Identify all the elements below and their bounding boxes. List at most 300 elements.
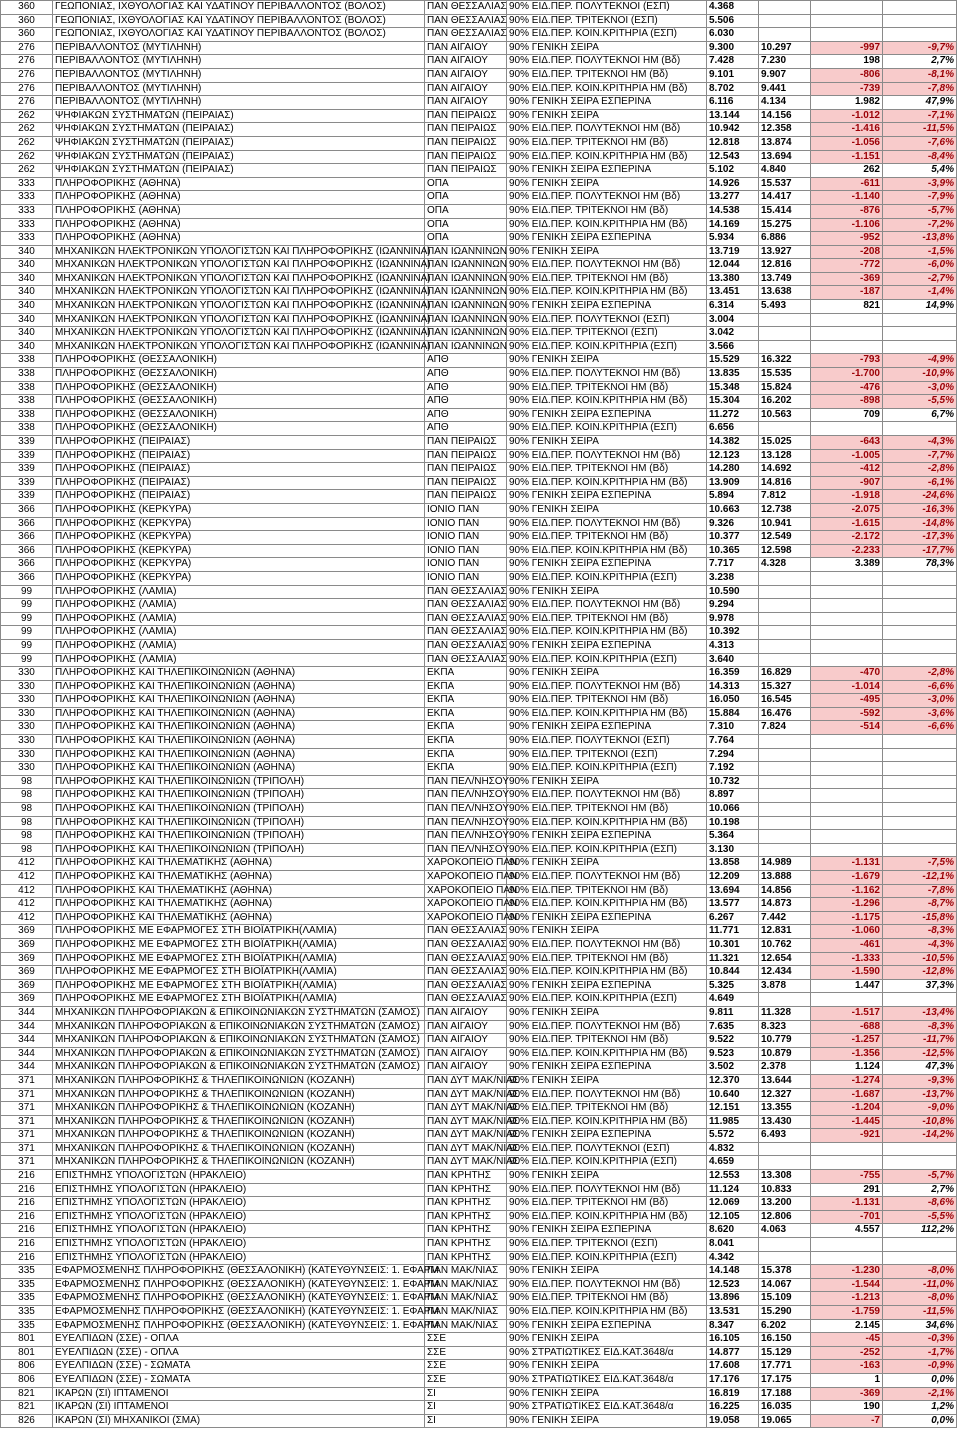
- cell-score-previous[interactable]: 13.888: [759, 871, 811, 885]
- cell-institution[interactable]: ΠΑΝ ΠΕΙΡΑΙΩΣ: [425, 136, 507, 150]
- cell-department[interactable]: ΨΗΦΙΑΚΩΝ ΣΥΣΤΗΜΑΤΩΝ (ΠΕΙΡΑΙΑΣ): [53, 164, 425, 178]
- cell-code[interactable]: 338: [1, 422, 53, 436]
- cell-score-current[interactable]: 3.042: [707, 327, 759, 341]
- cell-category[interactable]: 90% ΕΙΔ.ΠΕΡ. ΠΟΛΥΤΕΚΝΟΙ ΗΜ (Βδ): [507, 1183, 707, 1197]
- cell-score-current[interactable]: 9.326: [707, 517, 759, 531]
- cell-score-previous[interactable]: 15.535: [759, 368, 811, 382]
- cell-category[interactable]: 90% ΓΕΝΙΚΗ ΣΕΙΡΑ: [507, 857, 707, 871]
- cell-score-current[interactable]: 10.663: [707, 503, 759, 517]
- cell-difference[interactable]: 291: [811, 1183, 883, 1197]
- cell-category[interactable]: 90% ΓΕΝΙΚΗ ΣΕΙΡΑ: [507, 1265, 707, 1279]
- cell-score-previous[interactable]: 6.886: [759, 232, 811, 246]
- cell-code[interactable]: 371: [1, 1156, 53, 1170]
- cell-score-current[interactable]: 11.985: [707, 1115, 759, 1129]
- cell-category[interactable]: 90% ΕΙΔ.ΠΕΡ. ΚΟΙΝ.ΚΡΙΤΗΡΙΑ ΗΜ (Βδ): [507, 218, 707, 232]
- cell-score-current[interactable]: 13.277: [707, 191, 759, 205]
- cell-code[interactable]: 333: [1, 232, 53, 246]
- cell-score-previous[interactable]: 15.537: [759, 177, 811, 191]
- cell-difference[interactable]: -1.005: [811, 449, 883, 463]
- cell-difference[interactable]: -2.233: [811, 544, 883, 558]
- cell-institution[interactable]: ΑΠΘ: [425, 368, 507, 382]
- cell-percent-change[interactable]: -6,1%: [883, 476, 957, 490]
- cell-category[interactable]: 90% ΕΙΔ.ΠΕΡ. ΚΟΙΝ.ΚΡΙΤΗΡΙΑ ΗΜ (Βδ): [507, 966, 707, 980]
- cell-code[interactable]: 338: [1, 395, 53, 409]
- cell-institution[interactable]: ΠΑΝ ΔΥΤ ΜΑΚ/ΝΙΑΣ: [425, 1142, 507, 1156]
- cell-category[interactable]: 90% ΕΙΔ.ΠΕΡ. ΤΡΙΤΕΚΝΟΙ ΗΜ (Βδ): [507, 204, 707, 218]
- cell-institution[interactable]: ΠΑΝ ΜΑΚ/ΝΙΑΣ: [425, 1319, 507, 1333]
- cell-department[interactable]: ΙΚΑΡΩΝ (ΣΙ) ΙΠΤΑΜΕΝΟΙ: [53, 1401, 425, 1415]
- cell-score-current[interactable]: 13.694: [707, 884, 759, 898]
- cell-category[interactable]: 90% ΓΕΝΙΚΗ ΣΕΙΡΑ: [507, 1170, 707, 1184]
- cell-code[interactable]: 371: [1, 1142, 53, 1156]
- cell-score-previous[interactable]: [759, 1142, 811, 1156]
- cell-difference[interactable]: [811, 585, 883, 599]
- cell-score-previous[interactable]: [759, 612, 811, 626]
- cell-institution[interactable]: ΧΑΡΟΚΟΠΕΙΟ ΠΑΝ: [425, 871, 507, 885]
- cell-score-current[interactable]: 14.313: [707, 680, 759, 694]
- cell-score-previous[interactable]: 17.188: [759, 1387, 811, 1401]
- cell-category[interactable]: 90% ΕΙΔ.ΠΕΡ. ΚΟΙΝ.ΚΡΙΤΗΡΙΑ ΗΜ (Βδ): [507, 1306, 707, 1320]
- cell-percent-change[interactable]: [883, 639, 957, 653]
- cell-department[interactable]: ΙΚΑΡΩΝ (ΣΙ) ΙΠΤΑΜΕΝΟΙ: [53, 1387, 425, 1401]
- cell-percent-change[interactable]: [883, 1, 957, 15]
- cell-percent-change[interactable]: -6,6%: [883, 680, 957, 694]
- cell-score-current[interactable]: 12.151: [707, 1102, 759, 1116]
- cell-difference[interactable]: -1.060: [811, 925, 883, 939]
- cell-code[interactable]: 366: [1, 571, 53, 585]
- cell-percent-change[interactable]: -2,1%: [883, 1387, 957, 1401]
- cell-institution[interactable]: ΑΠΘ: [425, 422, 507, 436]
- cell-category[interactable]: 90% ΕΙΔ.ΠΕΡ. ΚΟΙΝ.ΚΡΙΤΗΡΙΑ (ΕΣΠ): [507, 422, 707, 436]
- cell-difference[interactable]: 2.145: [811, 1319, 883, 1333]
- cell-category[interactable]: 90% ΕΙΔ.ΠΕΡ. ΠΟΛΥΤΕΚΝΟΙ ΗΜ (Βδ): [507, 191, 707, 205]
- cell-department[interactable]: ΠΛΗΡΟΦΟΡΙΚΗΣ ΜΕ ΕΦΑΡΜΟΓΕΣ ΣΤΗ ΒΙΟΪΑΤΡΙΚΗ(ΛΑΜΙΑ): [53, 952, 425, 966]
- cell-category[interactable]: 90% ΓΕΝΙΚΗ ΣΕΙΡΑ: [507, 503, 707, 517]
- cell-score-previous[interactable]: [759, 775, 811, 789]
- cell-percent-change[interactable]: -5,7%: [883, 1170, 957, 1184]
- cell-category[interactable]: 90% ΓΕΝΙΚΗ ΣΕΙΡΑ ΕΣΠΕΡΙΝΑ: [507, 1129, 707, 1143]
- cell-category[interactable]: 90% ΕΙΔ.ΠΕΡ. ΤΡΙΤΕΚΝΟΙ (ΕΣΠ): [507, 14, 707, 28]
- cell-score-current[interactable]: 6.116: [707, 96, 759, 110]
- cell-code[interactable]: 340: [1, 313, 53, 327]
- cell-category[interactable]: 90% ΓΕΝΙΚΗ ΣΕΙΡΑ ΕΣΠΕΡΙΝΑ: [507, 639, 707, 653]
- cell-code[interactable]: 801: [1, 1346, 53, 1360]
- cell-institution[interactable]: ΕΚΠΑ: [425, 694, 507, 708]
- cell-difference[interactable]: -1.296: [811, 898, 883, 912]
- cell-category[interactable]: 90% ΕΙΔ.ΠΕΡ. ΚΟΙΝ.ΚΡΙΤΗΡΙΑ (ΕΣΠ): [507, 762, 707, 776]
- cell-percent-change[interactable]: -11,5%: [883, 123, 957, 137]
- cell-category[interactable]: 90% ΓΕΝΙΚΗ ΣΕΙΡΑ: [507, 245, 707, 259]
- cell-score-current[interactable]: 5.894: [707, 490, 759, 504]
- cell-score-current[interactable]: 10.365: [707, 544, 759, 558]
- cell-percent-change[interactable]: 1,2%: [883, 1401, 957, 1415]
- cell-department[interactable]: ΕΥΕΛΠΙΔΩΝ (ΣΣΕ) - ΟΠΛΑ: [53, 1333, 425, 1347]
- cell-institution[interactable]: ΠΑΝ ΜΑΚ/ΝΙΑΣ: [425, 1292, 507, 1306]
- cell-difference[interactable]: [811, 340, 883, 354]
- cell-category[interactable]: 90% ΕΙΔ.ΠΕΡ. ΚΟΙΝ.ΚΡΙΤΗΡΙΑ (ΕΣΠ): [507, 1156, 707, 1170]
- cell-score-previous[interactable]: [759, 1, 811, 15]
- cell-institution[interactable]: ΕΚΠΑ: [425, 748, 507, 762]
- cell-category[interactable]: 90% ΓΕΝΙΚΗ ΣΕΙΡΑ ΕΣΠΕΡΙΝΑ: [507, 164, 707, 178]
- cell-difference[interactable]: [811, 313, 883, 327]
- cell-score-current[interactable]: 6.656: [707, 422, 759, 436]
- cell-department[interactable]: ΜΗΧΑΝΙΚΩΝ ΗΛΕΚΤΡΟΝΙΚΩΝ ΥΠΟΛΟΓΙΣΤΩΝ ΚΑΙ ΠΛΗΡΟΦΟΡΙΚΗΣ (ΙΩΑΝΝΙΝΑ): [53, 327, 425, 341]
- cell-code[interactable]: 369: [1, 993, 53, 1007]
- cell-difference[interactable]: -688: [811, 1020, 883, 1034]
- cell-department[interactable]: ΠΕΡΙΒΑΛΛΟΝΤΟΣ (ΜΥΤΙΛΗΝΗ): [53, 96, 425, 110]
- cell-difference[interactable]: -1.445: [811, 1115, 883, 1129]
- cell-institution[interactable]: ΠΑΝ ΑΙΓΑΙΟΥ: [425, 1020, 507, 1034]
- cell-category[interactable]: 90% ΕΙΔ.ΠΕΡ. ΤΡΙΤΕΚΝΟΙ ΗΜ (Βδ): [507, 884, 707, 898]
- cell-score-current[interactable]: 8.041: [707, 1238, 759, 1252]
- cell-code[interactable]: 330: [1, 748, 53, 762]
- cell-difference[interactable]: -643: [811, 436, 883, 450]
- cell-score-current[interactable]: 7.428: [707, 55, 759, 69]
- cell-difference[interactable]: -1.544: [811, 1278, 883, 1292]
- cell-category[interactable]: 90% ΕΙΔ.ΠΕΡ. ΤΡΙΤΕΚΝΟΙ ΗΜ (Βδ): [507, 952, 707, 966]
- cell-code[interactable]: 344: [1, 1034, 53, 1048]
- cell-difference[interactable]: -369: [811, 272, 883, 286]
- cell-code[interactable]: 340: [1, 272, 53, 286]
- cell-percent-change[interactable]: -10,5%: [883, 952, 957, 966]
- cell-institution[interactable]: ΟΠΑ: [425, 177, 507, 191]
- cell-percent-change[interactable]: [883, 422, 957, 436]
- cell-score-previous[interactable]: [759, 1238, 811, 1252]
- cell-difference[interactable]: -1.615: [811, 517, 883, 531]
- cell-department[interactable]: ΠΛΗΡΟΦΟΡΙΚΗΣ ΜΕ ΕΦΑΡΜΟΓΕΣ ΣΤΗ ΒΙΟΪΑΤΡΙΚΗ(ΛΑΜΙΑ): [53, 993, 425, 1007]
- cell-code[interactable]: 371: [1, 1115, 53, 1129]
- cell-percent-change[interactable]: -11,7%: [883, 1034, 957, 1048]
- cell-score-previous[interactable]: [759, 327, 811, 341]
- cell-department[interactable]: ΠΛΗΡΟΦΟΡΙΚΗΣ (ΛΑΜΙΑ): [53, 612, 425, 626]
- cell-institution[interactable]: ΠΑΝ ΠΕΙΡΑΙΩΣ: [425, 109, 507, 123]
- cell-department[interactable]: ΠΛΗΡΟΦΟΡΙΚΗΣ (ΛΑΜΙΑ): [53, 599, 425, 613]
- cell-code[interactable]: 276: [1, 96, 53, 110]
- cell-percent-change[interactable]: -3,0%: [883, 694, 957, 708]
- cell-category[interactable]: 90% ΕΙΔ.ΠΕΡ. ΚΟΙΝ.ΚΡΙΤΗΡΙΑ (ΕΣΠ): [507, 1251, 707, 1265]
- cell-difference[interactable]: -1.204: [811, 1102, 883, 1116]
- cell-department[interactable]: ΜΗΧΑΝΙΚΩΝ ΗΛΕΚΤΡΟΝΙΚΩΝ ΥΠΟΛΟΓΙΣΤΩΝ ΚΑΙ ΠΛΗΡΟΦΟΡΙΚΗΣ (ΙΩΑΝΝΙΝΑ): [53, 286, 425, 300]
- cell-percent-change[interactable]: -1,4%: [883, 286, 957, 300]
- cell-institution[interactable]: ΠΑΝ ΘΕΣΣΑΛΙΑΣ: [425, 938, 507, 952]
- cell-difference[interactable]: -1.151: [811, 150, 883, 164]
- cell-difference[interactable]: [811, 14, 883, 28]
- cell-category[interactable]: 90% ΕΙΔ.ΠΕΡ. ΚΟΙΝ.ΚΡΙΤΗΡΙΑ (ΕΣΠ): [507, 340, 707, 354]
- cell-institution[interactable]: ΠΑΝ ΜΑΚ/ΝΙΑΣ: [425, 1306, 507, 1320]
- cell-institution[interactable]: ΠΑΝ ΚΡΗΤΗΣ: [425, 1210, 507, 1224]
- cell-percent-change[interactable]: -7,1%: [883, 109, 957, 123]
- cell-difference[interactable]: -701: [811, 1210, 883, 1224]
- cell-percent-change[interactable]: [883, 1238, 957, 1252]
- cell-code[interactable]: 216: [1, 1197, 53, 1211]
- cell-code[interactable]: 826: [1, 1414, 53, 1428]
- cell-code[interactable]: 339: [1, 476, 53, 490]
- cell-category[interactable]: 90% ΓΕΝΙΚΗ ΣΕΙΡΑ: [507, 925, 707, 939]
- cell-score-current[interactable]: 16.225: [707, 1401, 759, 1415]
- cell-code[interactable]: 366: [1, 558, 53, 572]
- cell-difference[interactable]: -412: [811, 463, 883, 477]
- cell-department[interactable]: ΓΕΩΠΟΝΙΑΣ, ΙΧΘΥΟΛΟΓΙΑΣ ΚΑΙ ΥΔΑΤΙΝΟΥ ΠΕΡΙΒΑΛΛΟΝΤΟΣ (ΒΟΛΟΣ): [53, 1, 425, 15]
- cell-institution[interactable]: ΠΑΝ ΔΥΤ ΜΑΚ/ΝΙΑΣ: [425, 1074, 507, 1088]
- cell-code[interactable]: 412: [1, 898, 53, 912]
- cell-department[interactable]: ΜΗΧΑΝΙΚΩΝ ΠΛΗΡΟΦΟΡΙΑΚΩΝ & ΕΠΙΚΟΙΝΩΝΙΑΚΩΝ ΣΥΣΤΗΜΑΤΩΝ (ΣΑΜΟΣ): [53, 1034, 425, 1048]
- cell-category[interactable]: 90% ΕΙΔ.ΠΕΡ. ΚΟΙΝ.ΚΡΙΤΗΡΙΑ ΗΜ (Βδ): [507, 544, 707, 558]
- cell-category[interactable]: 90% ΕΙΔ.ΠΕΡ. ΚΟΙΝ.ΚΡΙΤΗΡΙΑ (ΕΣΠ): [507, 653, 707, 667]
- cell-department[interactable]: ΜΗΧΑΝΙΚΩΝ ΠΛΗΡΟΦΟΡΙΚΗΣ & ΤΗΛΕΠΙΚΟΙΝΩΝΙΩΝ (ΚΟΖΑΝΗ): [53, 1142, 425, 1156]
- cell-difference[interactable]: 4.557: [811, 1224, 883, 1238]
- cell-percent-change[interactable]: [883, 327, 957, 341]
- cell-score-previous[interactable]: 5.493: [759, 300, 811, 314]
- cell-percent-change[interactable]: -13,8%: [883, 232, 957, 246]
- cell-difference[interactable]: -1.590: [811, 966, 883, 980]
- cell-score-previous[interactable]: 13.874: [759, 136, 811, 150]
- cell-department[interactable]: ΕΦΑΡΜΟΣΜΕΝΗΣ ΠΛΗΡΟΦΟΡΙΚΗΣ (ΘΕΣΣΑΛΟΝΙΚΗ) (ΚΑΤΕΥΘΥΝΣΕΙΣ: 1. ΕΦΑΡΜ: [53, 1292, 425, 1306]
- cell-department[interactable]: ΕΠΙΣΤΗΜΗΣ ΥΠΟΛΟΓΙΣΤΩΝ (ΗΡΑΚΛΕΙΟ): [53, 1170, 425, 1184]
- cell-score-previous[interactable]: [759, 748, 811, 762]
- cell-score-current[interactable]: 10.590: [707, 585, 759, 599]
- cell-percent-change[interactable]: -1,5%: [883, 245, 957, 259]
- cell-code[interactable]: 360: [1, 14, 53, 28]
- cell-code[interactable]: 821: [1, 1401, 53, 1415]
- cell-department[interactable]: ΠΛΗΡΟΦΟΡΙΚΗΣ (ΘΕΣΣΑΛΟΝΙΚΗ): [53, 368, 425, 382]
- cell-category[interactable]: 90% ΕΙΔ.ΠΕΡ. ΠΟΛΥΤΕΚΝΟΙ ΗΜ (Βδ): [507, 259, 707, 273]
- cell-category[interactable]: 90% ΕΙΔ.ΠΕΡ. ΠΟΛΥΤΕΚΝΟΙ ΗΜ (Βδ): [507, 938, 707, 952]
- cell-institution[interactable]: ΠΑΝ ΘΕΣΣΑΛΙΑΣ: [425, 653, 507, 667]
- cell-score-previous[interactable]: 15.378: [759, 1265, 811, 1279]
- cell-category[interactable]: 90% ΕΙΔ.ΠΕΡ. ΠΟΛΥΤΕΚΝΟΙ ΗΜ (Βδ): [507, 517, 707, 531]
- cell-score-previous[interactable]: [759, 803, 811, 817]
- cell-percent-change[interactable]: -1,7%: [883, 1346, 957, 1360]
- cell-score-current[interactable]: 13.380: [707, 272, 759, 286]
- cell-department[interactable]: ΠΕΡΙΒΑΛΛΟΝΤΟΣ (ΜΥΤΙΛΗΝΗ): [53, 82, 425, 96]
- cell-score-current[interactable]: 12.523: [707, 1278, 759, 1292]
- cell-percent-change[interactable]: [883, 748, 957, 762]
- cell-department[interactable]: ΠΛΗΡΟΦΟΡΙΚΗΣ (ΚΕΡΚΥΡΑ): [53, 558, 425, 572]
- cell-score-current[interactable]: 13.451: [707, 286, 759, 300]
- cell-institution[interactable]: ΠΑΝ ΘΕΣΣΑΛΙΑΣ: [425, 1, 507, 15]
- cell-institution[interactable]: ΠΑΝ ΠΕΙΡΑΙΩΣ: [425, 164, 507, 178]
- cell-score-previous[interactable]: 15.290: [759, 1306, 811, 1320]
- cell-percent-change[interactable]: [883, 775, 957, 789]
- cell-difference[interactable]: 3.389: [811, 558, 883, 572]
- cell-institution[interactable]: ΠΑΝ ΚΡΗΤΗΣ: [425, 1238, 507, 1252]
- cell-score-current[interactable]: 14.148: [707, 1265, 759, 1279]
- cell-percent-change[interactable]: 37,3%: [883, 979, 957, 993]
- cell-score-current[interactable]: 10.942: [707, 123, 759, 137]
- cell-institution[interactable]: ΠΑΝ ΠΕΙΡΑΙΩΣ: [425, 150, 507, 164]
- cell-department[interactable]: ΠΛΗΡΟΦΟΡΙΚΗΣ ΚΑΙ ΤΗΛΕΜΑΤΙΚΗΣ (ΑΘΗΝΑ): [53, 911, 425, 925]
- cell-difference[interactable]: -1.918: [811, 490, 883, 504]
- cell-category[interactable]: 90% ΕΙΔ.ΠΕΡ. ΤΡΙΤΕΚΝΟΙ (ΕΣΠ): [507, 327, 707, 341]
- cell-department[interactable]: ΠΛΗΡΟΦΟΡΙΚΗΣ (ΚΕΡΚΥΡΑ): [53, 531, 425, 545]
- cell-percent-change[interactable]: -0,9%: [883, 1360, 957, 1374]
- cell-category[interactable]: 90% ΕΙΔ.ΠΕΡ. ΚΟΙΝ.ΚΡΙΤΗΡΙΑ ΗΜ (Βδ): [507, 82, 707, 96]
- cell-score-current[interactable]: 9.811: [707, 1006, 759, 1020]
- cell-category[interactable]: 90% ΕΙΔ.ΠΕΡ. ΤΡΙΤΕΚΝΟΙ ΗΜ (Βδ): [507, 803, 707, 817]
- cell-code[interactable]: 340: [1, 300, 53, 314]
- cell-percent-change[interactable]: -13,4%: [883, 1006, 957, 1020]
- cell-category[interactable]: 90% ΓΕΝΙΚΗ ΣΕΙΡΑ: [507, 109, 707, 123]
- cell-score-current[interactable]: 3.004: [707, 313, 759, 327]
- cell-difference[interactable]: [811, 1238, 883, 1252]
- cell-department[interactable]: ΕΦΑΡΜΟΣΜΕΝΗΣ ΠΛΗΡΟΦΟΡΙΚΗΣ (ΘΕΣΣΑΛΟΝΙΚΗ) (ΚΑΤΕΥΘΥΝΣΕΙΣ: 1. ΕΦΑΡΜ: [53, 1319, 425, 1333]
- cell-institution[interactable]: ΠΑΝ ΙΩΑΝΝΙΝΩΝ: [425, 245, 507, 259]
- cell-category[interactable]: 90% ΣΤΡΑΤΙΩΤΙΚΕΣ ΕΙΔ.ΚΑΤ.3648/α: [507, 1373, 707, 1387]
- cell-code[interactable]: 371: [1, 1088, 53, 1102]
- cell-score-previous[interactable]: 15.109: [759, 1292, 811, 1306]
- cell-department[interactable]: ΕΦΑΡΜΟΣΜΕΝΗΣ ΠΛΗΡΟΦΟΡΙΚΗΣ (ΘΕΣΣΑΛΟΝΙΚΗ) (ΚΑΤΕΥΘΥΝΣΕΙΣ: 1. ΕΦΑΡΜ: [53, 1265, 425, 1279]
- cell-code[interactable]: 99: [1, 585, 53, 599]
- cell-institution[interactable]: ΠΑΝ ΙΩΑΝΝΙΝΩΝ: [425, 327, 507, 341]
- cell-score-current[interactable]: 11.124: [707, 1183, 759, 1197]
- cell-code[interactable]: 340: [1, 340, 53, 354]
- cell-department[interactable]: ΠΕΡΙΒΑΛΛΟΝΤΟΣ (ΜΥΤΙΛΗΝΗ): [53, 68, 425, 82]
- cell-difference[interactable]: [811, 1251, 883, 1265]
- cell-difference[interactable]: [811, 599, 883, 613]
- cell-category[interactable]: 90% ΕΙΔ.ΠΕΡ. ΤΡΙΤΕΚΝΟΙ ΗΜ (Βδ): [507, 531, 707, 545]
- cell-score-previous[interactable]: [759, 830, 811, 844]
- cell-department[interactable]: ΜΗΧΑΝΙΚΩΝ ΗΛΕΚΤΡΟΝΙΚΩΝ ΥΠΟΛΟΓΙΣΤΩΝ ΚΑΙ ΠΛΗΡΟΦΟΡΙΚΗΣ (ΙΩΑΝΝΙΝΑ): [53, 313, 425, 327]
- cell-category[interactable]: 90% ΓΕΝΙΚΗ ΣΕΙΡΑ ΕΣΠΕΡΙΝΑ: [507, 830, 707, 844]
- cell-percent-change[interactable]: [883, 612, 957, 626]
- cell-department[interactable]: ΨΗΦΙΑΚΩΝ ΣΥΣΤΗΜΑΤΩΝ (ΠΕΙΡΑΙΑΣ): [53, 150, 425, 164]
- cell-score-current[interactable]: 17.608: [707, 1360, 759, 1374]
- cell-score-current[interactable]: 14.538: [707, 204, 759, 218]
- cell-code[interactable]: 333: [1, 177, 53, 191]
- cell-code[interactable]: 98: [1, 803, 53, 817]
- cell-difference[interactable]: [811, 803, 883, 817]
- cell-percent-change[interactable]: [883, 28, 957, 42]
- cell-institution[interactable]: ΣΣΕ: [425, 1333, 507, 1347]
- cell-code[interactable]: 339: [1, 436, 53, 450]
- cell-institution[interactable]: ΣΙ: [425, 1387, 507, 1401]
- cell-score-current[interactable]: 16.819: [707, 1387, 759, 1401]
- cell-difference[interactable]: [811, 775, 883, 789]
- cell-difference[interactable]: [811, 748, 883, 762]
- cell-institution[interactable]: ΑΠΘ: [425, 408, 507, 422]
- cell-institution[interactable]: ΣΣΕ: [425, 1373, 507, 1387]
- cell-score-current[interactable]: 17.176: [707, 1373, 759, 1387]
- cell-code[interactable]: 801: [1, 1333, 53, 1347]
- cell-score-previous[interactable]: 16.476: [759, 707, 811, 721]
- cell-percent-change[interactable]: -14,8%: [883, 517, 957, 531]
- cell-institution[interactable]: ΕΚΠΑ: [425, 721, 507, 735]
- cell-code[interactable]: 335: [1, 1306, 53, 1320]
- cell-category[interactable]: 90% ΕΙΔ.ΠΕΡ. ΚΟΙΝ.ΚΡΙΤΗΡΙΑ ΗΜ (Βδ): [507, 1047, 707, 1061]
- cell-institution[interactable]: ΧΑΡΟΚΟΠΕΙΟ ΠΑΝ: [425, 884, 507, 898]
- cell-score-current[interactable]: 13.835: [707, 368, 759, 382]
- cell-department[interactable]: ΠΕΡΙΒΑΛΛΟΝΤΟΣ (ΜΥΤΙΛΗΝΗ): [53, 41, 425, 55]
- cell-percent-change[interactable]: 0,0%: [883, 1414, 957, 1428]
- cell-institution[interactable]: ΠΑΝ ΘΕΣΣΑΛΙΑΣ: [425, 599, 507, 613]
- cell-difference[interactable]: -163: [811, 1360, 883, 1374]
- cell-difference[interactable]: -252: [811, 1346, 883, 1360]
- cell-category[interactable]: 90% ΓΕΝΙΚΗ ΣΕΙΡΑ: [507, 1414, 707, 1428]
- cell-code[interactable]: 369: [1, 966, 53, 980]
- cell-score-previous[interactable]: [759, 843, 811, 857]
- cell-institution[interactable]: ΠΑΝ ΠΕΙΡΑΙΩΣ: [425, 463, 507, 477]
- cell-department[interactable]: ΠΛΗΡΟΦΟΡΙΚΗΣ ΜΕ ΕΦΑΡΜΟΓΕΣ ΣΤΗ ΒΙΟΪΑΤΡΙΚΗ(ΛΑΜΙΑ): [53, 938, 425, 952]
- cell-difference[interactable]: -1.175: [811, 911, 883, 925]
- cell-code[interactable]: 369: [1, 952, 53, 966]
- cell-department[interactable]: ΠΛΗΡΟΦΟΡΙΚΗΣ ΚΑΙ ΤΗΛΕΠΙΚΟΙΝΩΝΙΩΝ (ΑΘΗΝΑ): [53, 707, 425, 721]
- cell-institution[interactable]: ΠΑΝ ΚΡΗΤΗΣ: [425, 1251, 507, 1265]
- cell-percent-change[interactable]: -11,0%: [883, 1278, 957, 1292]
- cell-category[interactable]: 90% ΕΙΔ.ΠΕΡ. ΤΡΙΤΕΚΝΟΙ (ΕΣΠ): [507, 748, 707, 762]
- cell-percent-change[interactable]: 47,3%: [883, 1061, 957, 1075]
- cell-institution[interactable]: ΠΑΝ ΔΥΤ ΜΑΚ/ΝΙΑΣ: [425, 1102, 507, 1116]
- cell-category[interactable]: 90% ΓΕΝΙΚΗ ΣΕΙΡΑ ΕΣΠΕΡΙΝΑ: [507, 232, 707, 246]
- cell-difference[interactable]: -1.416: [811, 123, 883, 137]
- cell-code[interactable]: 333: [1, 204, 53, 218]
- cell-score-previous[interactable]: 14.067: [759, 1278, 811, 1292]
- cell-code[interactable]: 276: [1, 55, 53, 69]
- cell-department[interactable]: ΠΛΗΡΟΦΟΡΙΚΗΣ ΚΑΙ ΤΗΛΕΠΙΚΟΙΝΩΝΙΩΝ (ΤΡΙΠΟΛΗ): [53, 843, 425, 857]
- cell-difference[interactable]: -1.700: [811, 368, 883, 382]
- cell-difference[interactable]: [811, 327, 883, 341]
- cell-score-current[interactable]: 12.553: [707, 1170, 759, 1184]
- cell-code[interactable]: 371: [1, 1074, 53, 1088]
- cell-institution[interactable]: ΧΑΡΟΚΟΠΕΙΟ ΠΑΝ: [425, 911, 507, 925]
- cell-difference[interactable]: 262: [811, 164, 883, 178]
- cell-department[interactable]: ΠΛΗΡΟΦΟΡΙΚΗΣ ΚΑΙ ΤΗΛΕΠΙΚΟΙΝΩΝΙΩΝ (ΤΡΙΠΟΛΗ): [53, 803, 425, 817]
- cell-difference[interactable]: [811, 612, 883, 626]
- cell-score-previous[interactable]: 16.545: [759, 694, 811, 708]
- cell-percent-change[interactable]: -4,3%: [883, 938, 957, 952]
- cell-percent-change[interactable]: -2,8%: [883, 463, 957, 477]
- cell-code[interactable]: 366: [1, 531, 53, 545]
- cell-score-current[interactable]: 12.209: [707, 871, 759, 885]
- cell-department[interactable]: ΜΗΧΑΝΙΚΩΝ ΠΛΗΡΟΦΟΡΙΚΗΣ & ΤΗΛΕΠΙΚΟΙΝΩΝΙΩΝ (ΚΟΖΑΝΗ): [53, 1102, 425, 1116]
- cell-percent-change[interactable]: -13,7%: [883, 1088, 957, 1102]
- cell-department[interactable]: ΙΚΑΡΩΝ (ΣΙ) ΜΗΧΑΝΙΚΟΙ (ΣΜΑ): [53, 1414, 425, 1428]
- cell-institution[interactable]: ΕΚΠΑ: [425, 707, 507, 721]
- cell-score-previous[interactable]: [759, 993, 811, 1007]
- cell-category[interactable]: 90% ΕΙΔ.ΠΕΡ. ΚΟΙΝ.ΚΡΙΤΗΡΙΑ ΗΜ (Βδ): [507, 476, 707, 490]
- cell-score-previous[interactable]: [759, 639, 811, 653]
- cell-difference[interactable]: -369: [811, 1387, 883, 1401]
- cell-score-current[interactable]: 16.105: [707, 1333, 759, 1347]
- cell-code[interactable]: 369: [1, 938, 53, 952]
- cell-score-current[interactable]: 13.531: [707, 1306, 759, 1320]
- cell-score-current[interactable]: 3.502: [707, 1061, 759, 1075]
- cell-difference[interactable]: [811, 571, 883, 585]
- cell-score-previous[interactable]: 15.275: [759, 218, 811, 232]
- cell-difference[interactable]: -476: [811, 381, 883, 395]
- cell-score-current[interactable]: 8.620: [707, 1224, 759, 1238]
- cell-category[interactable]: 90% ΕΙΔ.ΠΕΡ. ΠΟΛΥΤΕΚΝΟΙ (ΕΣΠ): [507, 1, 707, 15]
- cell-score-current[interactable]: 7.635: [707, 1020, 759, 1034]
- cell-score-previous[interactable]: 12.816: [759, 259, 811, 273]
- cell-difference[interactable]: -1.257: [811, 1034, 883, 1048]
- cell-code[interactable]: 371: [1, 1129, 53, 1143]
- cell-score-current[interactable]: 10.640: [707, 1088, 759, 1102]
- cell-institution[interactable]: ΠΑΝ ΘΕΣΣΑΛΙΑΣ: [425, 966, 507, 980]
- cell-score-previous[interactable]: 17.771: [759, 1360, 811, 1374]
- cell-institution[interactable]: ΠΑΝ ΙΩΑΝΝΙΝΩΝ: [425, 259, 507, 273]
- cell-category[interactable]: 90% ΓΕΝΙΚΗ ΣΕΙΡΑ: [507, 667, 707, 681]
- cell-percent-change[interactable]: [883, 1251, 957, 1265]
- cell-score-current[interactable]: 15.348: [707, 381, 759, 395]
- cell-code[interactable]: 216: [1, 1238, 53, 1252]
- cell-code[interactable]: 340: [1, 245, 53, 259]
- cell-category[interactable]: 90% ΕΙΔ.ΠΕΡ. ΠΟΛΥΤΕΚΝΟΙ (ΕΣΠ): [507, 313, 707, 327]
- cell-percent-change[interactable]: -12,8%: [883, 966, 957, 980]
- cell-difference[interactable]: [811, 843, 883, 857]
- cell-department[interactable]: ΓΕΩΠΟΝΙΑΣ, ΙΧΘΥΟΛΟΓΙΑΣ ΚΑΙ ΥΔΑΤΙΝΟΥ ΠΕΡΙΒΑΛΛΟΝΤΟΣ (ΒΟΛΟΣ): [53, 14, 425, 28]
- cell-difference[interactable]: -1.131: [811, 857, 883, 871]
- cell-score-previous[interactable]: [759, 1251, 811, 1265]
